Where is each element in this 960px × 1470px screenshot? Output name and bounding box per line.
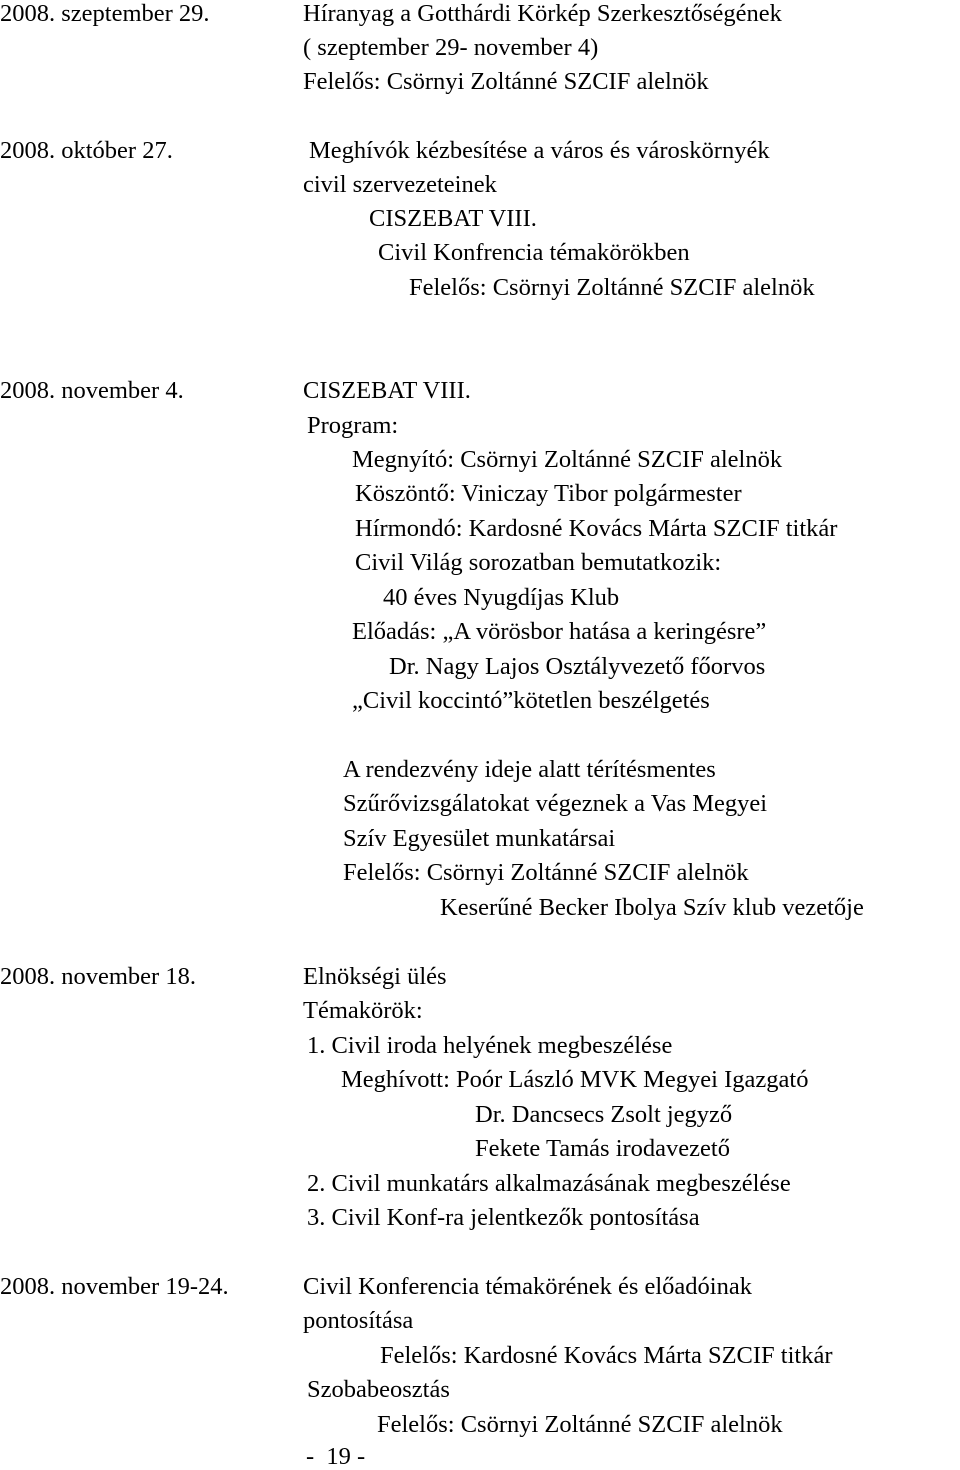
- entry-text-line: Civil Konferencia témakörének és előadóinak: [303, 1273, 752, 1300]
- entry-text-line: Meghívók kézbesítése a város és városkörnyék: [309, 137, 770, 164]
- entry-text-line: Meghívott: Poór László MVK Megyei Igazgató: [341, 1066, 809, 1093]
- page-number: - 19 -: [306, 1443, 366, 1470]
- entry-text-line: A rendezvény ideje alatt térítésmentes: [343, 756, 716, 783]
- entry-text-line: Szív Egyesület munkatársai: [343, 825, 616, 852]
- entry-text-line: civil szervezeteinek: [303, 171, 497, 198]
- entry-text-line: Felelős: Csörnyi Zoltánné SZCIF alelnök: [303, 68, 709, 95]
- entry-text-line: 3. Civil Konf-ra jelentkezők pontosítása: [307, 1204, 700, 1231]
- entry-text-line: Szobabeosztás: [307, 1376, 450, 1403]
- entry-text-line: Keserűné Becker Ibolya Szív klub vezetője: [440, 894, 864, 921]
- entry-text-line: Civil Világ sorozatban bemutatkozik:: [355, 549, 722, 576]
- entry-text-line: Témakörök:: [303, 997, 423, 1024]
- entry-text-line: Felelős: Csörnyi Zoltánné SZCIF alelnök: [409, 274, 815, 301]
- entry-text-line: 40 éves Nyugdíjas Klub: [383, 584, 620, 611]
- entry-text-line: Felelős: Csörnyi Zoltánné SZCIF alelnök: [377, 1411, 783, 1438]
- entry-text-line: Civil Konfrencia témakörökben: [378, 239, 690, 266]
- entry-date: 2008. november 19-24.: [0, 1273, 229, 1300]
- entry-text-line: pontosítása: [303, 1307, 414, 1334]
- entry-text-line: ( szeptember 29- november 4): [303, 34, 599, 61]
- entry-text-line: 2. Civil munkatárs alkalmazásának megbeszélése: [307, 1170, 791, 1197]
- entry-date: 2008. november 18.: [0, 963, 196, 990]
- entry-text-line: Elnökségi ülés: [303, 963, 447, 990]
- entry-text-line: Megnyító: Csörnyi Zoltánné SZCIF alelnök: [352, 446, 783, 473]
- entry-text-line: Program:: [307, 412, 399, 439]
- entry-text-line: Szűrővizsgálatokat végeznek a Vas Megyei: [343, 790, 768, 817]
- entry-text-line: Felelős: Kardosné Kovács Márta SZCIF titkár: [380, 1342, 833, 1369]
- entry-text-line: Dr. Nagy Lajos Osztályvezető főorvos: [389, 653, 766, 680]
- entry-text-line: Fekete Tamás irodavezető: [475, 1135, 730, 1162]
- entry-text-line: „Civil koccintó”kötetlen beszélgetés: [352, 687, 710, 714]
- entry-text-line: Előadás: „A vörösbor hatása a keringésre”: [352, 618, 767, 645]
- entry-date: 2008. október 27.: [0, 137, 173, 164]
- entry-text-line: Felelős: Csörnyi Zoltánné SZCIF alelnök: [343, 859, 749, 886]
- entry-text-line: Híranyag a Gotthárdi Körkép Szerkesztőségének: [303, 0, 782, 27]
- entry-text-line: Hírmondó: Kardosné Kovács Márta SZCIF titkár: [355, 515, 838, 542]
- entry-text-line: CISZEBAT VIII.: [303, 377, 471, 404]
- entry-date: 2008. november 4.: [0, 377, 184, 404]
- entry-date: 2008. szeptember 29.: [0, 0, 210, 27]
- entry-text-line: Dr. Dancsecs Zsolt jegyző: [475, 1101, 733, 1128]
- entry-text-line: 1. Civil iroda helyének megbeszélése: [307, 1032, 673, 1059]
- entry-text-line: Köszöntő: Viniczay Tibor polgármester: [355, 480, 742, 507]
- entry-text-line: CISZEBAT VIII.: [369, 205, 537, 232]
